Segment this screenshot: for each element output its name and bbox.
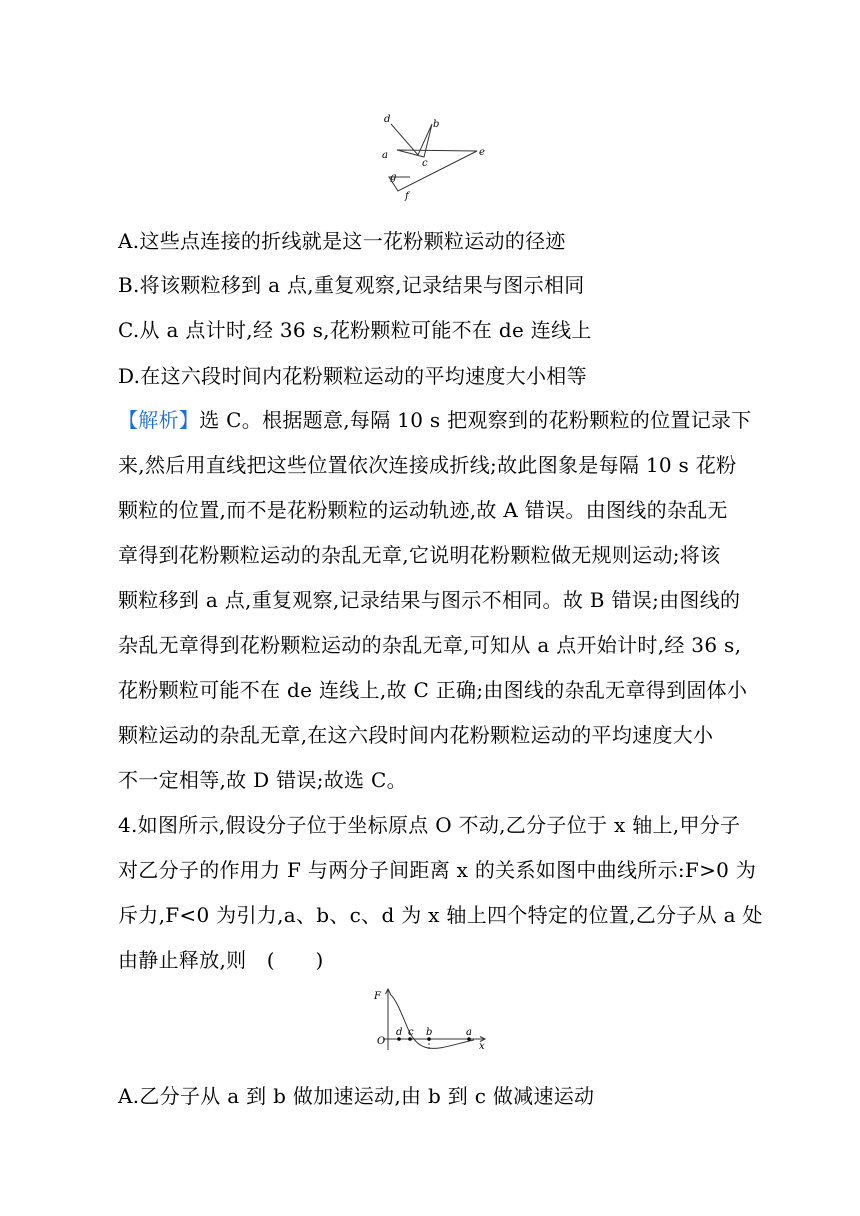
label-x: x [479,1041,485,1052]
label-F: F [374,991,381,1002]
label-g: g [390,172,397,183]
q4-line-3: 斥力,F<0 为引力,a、b、c、d 为 x 轴上四个特定的位置,乙分子从 a 处 [118,903,763,927]
q4-line-2: 对乙分子的作用力 F 与两分子间距离 x 的关系如图中曲线所示:F>0 为 [118,858,757,882]
q3-option-c: C.从 a 点计时,经 36 s,花粉颗粒可能不在 de 连线上 [118,318,592,342]
analysis-line-8: 颗粒运动的杂乱无章,在这六段时间内花粉颗粒运动的平均速度大小 [118,723,714,747]
analysis-text: 选 C。根据题意,每隔 10 s 把观察到的花粉颗粒的位置记录下 [199,408,752,432]
label-c: c [422,158,428,169]
label-e: e [479,147,485,158]
pollen-path-line [389,124,477,191]
label-d2: d [396,1027,403,1038]
label-d: d [384,114,391,125]
analysis-line-7: 花粉颗粒可能不在 de 连线上,故 C 正确;由图线的杂乱无章得到固体小 [118,678,748,702]
analysis-line-3: 颗粒的位置,而不是花粉颗粒的运动轨迹,故 A 错误。由图线的杂乱无 [118,498,728,522]
q3-option-b: B.将该颗粒移到 a 点,重复观察,记录结果与图示相同 [118,273,585,297]
analysis-line-6: 杂乱无章得到花粉颗粒运动的杂乱无章,可知从 a 点开始计时,经 36 s, [118,633,742,657]
label-a2: a [466,1027,472,1038]
analysis-line-9: 不一定相等,故 D 错误;故选 C。 [118,768,407,792]
force-distance-figure [372,986,492,1056]
q3-option-a: A.这些点连接的折线就是这一花粉颗粒运动的径迹 [118,229,566,253]
q4-line-1: 4.如图所示,假设分子位于坐标原点 O 不动,乙分子位于 x 轴上,甲分子 [118,813,741,837]
q4-option-a: A.乙分子从 a 到 b 做加速运动,由 b 到 c 做减速运动 [118,1084,595,1108]
label-b: b [433,119,440,130]
analysis-tag: 【解析】 [118,408,200,432]
analysis-line-4: 章得到花粉颗粒运动的杂乱无章,它说明花粉颗粒做无规则运动;将该 [118,543,721,567]
force-curve [390,994,474,1048]
q4-line-4: 由静止释放,则 ( ) [118,948,324,972]
label-O: O [377,1036,386,1047]
label-c2: c [408,1027,414,1038]
analysis-line-5: 颗粒移到 a 点,重复观察,记录结果与图示不相同。故 B 错误;由图线的 [118,588,741,612]
label-f: f [405,191,409,202]
pollen-path-figure [380,112,500,202]
analysis-line-2: 来,然后用直线把这些位置依次连接成折线;故此图象是每隔 10 s 花粉 [118,453,737,477]
label-a: a [382,150,388,161]
label-b2: b [426,1027,433,1038]
q3-option-d: D.在这六段时间内花粉颗粒运动的平均速度大小相等 [118,364,587,388]
analysis-line-1 [118,410,752,430]
